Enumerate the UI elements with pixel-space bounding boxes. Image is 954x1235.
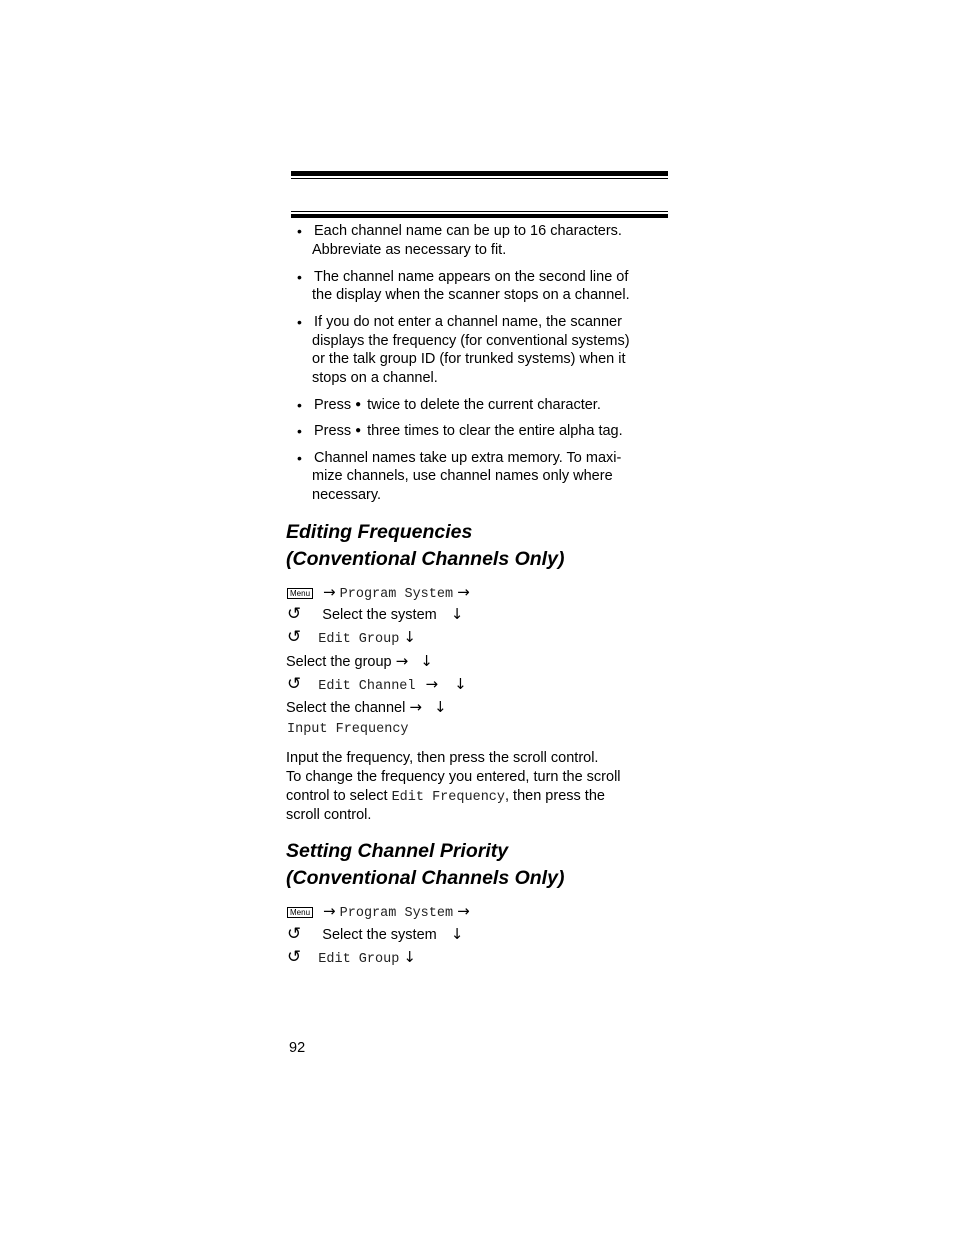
bullet-mark: • bbox=[297, 423, 302, 439]
rotate-knob-icon: ↺ bbox=[287, 924, 302, 944]
bullet-mark: • bbox=[297, 397, 302, 413]
step-select-channel bbox=[286, 698, 447, 718]
step-menu bbox=[287, 902, 470, 924]
step-select-system bbox=[287, 925, 463, 945]
bullet-item bbox=[314, 396, 601, 415]
bullet-text: twice to delete the current character. bbox=[367, 397, 601, 413]
step-label: Select the group bbox=[286, 654, 392, 670]
step-label: Select the system bbox=[322, 607, 437, 623]
arrow-right-icon: → bbox=[323, 902, 336, 920]
step-edit-group bbox=[287, 948, 416, 970]
paragraph-line bbox=[286, 787, 605, 808]
menu-item-program-system: Program System bbox=[339, 587, 454, 602]
arrow-down-icon: ↓ bbox=[450, 605, 464, 623]
menu-item-edit-group: Edit Group bbox=[318, 632, 400, 647]
paragraph-line: To change the frequency you entered, turn the scroll bbox=[286, 769, 621, 785]
section-heading: Setting Channel Priority bbox=[286, 840, 509, 862]
step-select-group bbox=[286, 652, 433, 672]
paragraph-line: Input the frequency, then press the scroll control. bbox=[286, 750, 599, 766]
bullet-text: three times to clear the entire alpha tag. bbox=[367, 423, 623, 439]
arrow-right-icon: → bbox=[425, 675, 439, 693]
bullet-item: Each channel name can be up to 16 characters. bbox=[314, 223, 622, 239]
section-heading-cont: (Conventional Channels Only) bbox=[286, 867, 565, 889]
bullet-item: Channel names take up extra memory. To maxi- bbox=[314, 450, 622, 466]
bullet-item: If you do not enter a channel name, the scanner bbox=[314, 314, 622, 330]
arrow-down-icon: ↓ bbox=[403, 948, 416, 966]
page-number: 92 bbox=[289, 1040, 306, 1056]
bullet-mark: • bbox=[297, 450, 302, 466]
bullet-item bbox=[314, 422, 623, 441]
menu-item-edit-group: Edit Group bbox=[318, 952, 400, 967]
menu-item-edit-channel: Edit Channel bbox=[318, 679, 416, 694]
bullet-item-cont: the display when the scanner stops on a channel. bbox=[312, 287, 630, 303]
step-menu bbox=[287, 583, 470, 605]
bullet-mark: • bbox=[297, 314, 302, 330]
arrow-right-icon: → bbox=[395, 652, 409, 670]
arrow-down-icon: ↓ bbox=[420, 652, 433, 670]
step-edit-channel bbox=[287, 675, 467, 697]
arrow-down-icon: ↓ bbox=[454, 675, 467, 693]
menu-item-edit-frequency: Edit Frequency bbox=[391, 790, 505, 805]
arrow-right-icon: → bbox=[457, 902, 470, 920]
step-label: Select the channel bbox=[286, 700, 406, 716]
rotate-knob-icon: ↺ bbox=[287, 947, 302, 967]
arrow-right-icon: → bbox=[457, 583, 470, 601]
paragraph-text: , then press the bbox=[505, 788, 605, 804]
bullet-mark: • bbox=[297, 223, 302, 239]
note-rule-thin bbox=[291, 211, 668, 212]
bullet-item: The channel name appears on the second line of bbox=[314, 269, 629, 285]
menu-key-icon: Menu bbox=[287, 907, 313, 918]
menu-item-program-system: Program System bbox=[339, 906, 454, 921]
bullet-item-cont: Abbreviate as necessary to fit. bbox=[312, 242, 507, 258]
arrow-down-icon: ↓ bbox=[433, 698, 447, 716]
scroll-key-dot-icon: ● bbox=[355, 425, 362, 436]
bullet-text: Press bbox=[314, 423, 352, 439]
rotate-knob-icon: ↺ bbox=[287, 674, 302, 694]
step-edit-group bbox=[287, 628, 416, 650]
header-rule-thick bbox=[291, 171, 668, 176]
arrow-down-icon: ↓ bbox=[450, 925, 464, 943]
bullet-item-cont: or the talk group ID (for trunked systems) when it bbox=[312, 351, 626, 367]
bullet-text: Press bbox=[314, 397, 352, 413]
bullet-item-cont: necessary. bbox=[312, 487, 382, 503]
rotate-knob-icon: ↺ bbox=[287, 604, 302, 624]
menu-item-input-frequency: Input Frequency bbox=[287, 722, 409, 737]
bullet-item-cont: stops on a channel. bbox=[312, 370, 438, 386]
arrow-right-icon: → bbox=[409, 698, 422, 716]
rotate-knob-icon: ↺ bbox=[287, 627, 302, 647]
arrow-right-icon: → bbox=[323, 583, 336, 601]
scroll-key-dot-icon: ● bbox=[355, 399, 362, 410]
section-heading-cont: (Conventional Channels Only) bbox=[286, 548, 565, 570]
step-label: Select the system bbox=[322, 927, 437, 943]
step-select-system bbox=[287, 605, 463, 625]
paragraph-line: scroll control. bbox=[286, 807, 372, 823]
bullet-item-cont: mize channels, use channel names only where bbox=[312, 468, 613, 484]
bullet-item-cont: displays the frequency (for conventional systems) bbox=[312, 333, 630, 349]
menu-key-icon: Menu bbox=[287, 588, 313, 599]
section-heading: Editing Frequencies bbox=[286, 521, 473, 543]
bullet-mark: • bbox=[297, 269, 302, 285]
header-rule-thin bbox=[291, 178, 668, 179]
note-rule-thick bbox=[291, 214, 668, 218]
arrow-down-icon: ↓ bbox=[403, 628, 416, 646]
paragraph-text: control to select bbox=[286, 788, 392, 804]
